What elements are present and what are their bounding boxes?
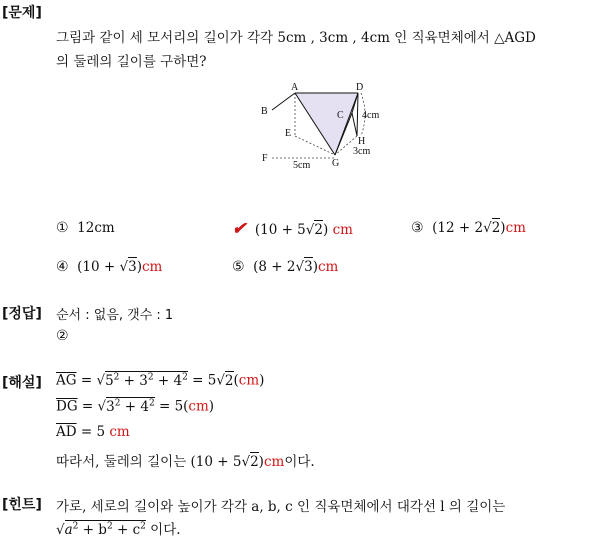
radicand: 3 xyxy=(304,259,313,275)
unit: cm xyxy=(317,259,339,275)
choice-text-close: ) xyxy=(322,222,329,238)
choice-5[interactable]: ⑤ (8 + 2√3)cm xyxy=(232,259,339,275)
choice-text-close: ) xyxy=(312,259,318,275)
choice-2[interactable]: ✔ (10 + 5√2) cm xyxy=(232,219,353,239)
choice-number: ④ xyxy=(56,259,69,275)
choice-number: ③ xyxy=(411,220,424,236)
choice-4[interactable]: ④ (10 + √3)cm xyxy=(56,259,163,275)
explanation-dg: $\overline{DG} = √3^2 + 4^2 = 5(cm)$ xyxy=(56,398,215,415)
explanation-header: [해설] xyxy=(2,375,42,391)
problem-header: [문제] xyxy=(2,5,42,21)
choice-text: (12 + 2 xyxy=(432,220,484,236)
hint-line1: 가로, 세로의 길이와 높이가 각각 a, b, c 인 직육면체에서 대각선 l 의 길이는 xyxy=(56,499,506,515)
label-F: F xyxy=(262,153,268,164)
explanation-conclusion: 따라서, 둘레의 길이는 (10 + 5√2)cm이다. xyxy=(56,454,315,470)
choice-number: ① xyxy=(56,220,69,236)
hint-line2: $√a^2 + b^2 + c^2$ 이다. xyxy=(56,521,181,538)
answer-choice: ② xyxy=(56,328,69,344)
cuboid-figure xyxy=(255,80,385,172)
unit: cm xyxy=(505,220,526,236)
choice-text: (10 + 5 xyxy=(254,222,306,238)
radicand: 2 xyxy=(314,222,323,238)
choice-3[interactable]: ③ (12 + 2√2)cm xyxy=(411,220,526,236)
choice-text-close: ) xyxy=(136,259,142,275)
radicand: 2 xyxy=(491,220,501,236)
dim-width: 5cm xyxy=(293,160,311,171)
segment-label: $\overline{AG}$ xyxy=(56,372,77,389)
dim-height: 4cm xyxy=(362,110,380,121)
check-mark-icon: ✔ xyxy=(232,219,247,239)
choice-text-close: ) xyxy=(500,220,506,236)
problem-text-line2: 의 둘레의 길이를 구하면? xyxy=(56,54,207,70)
choice-text: (8 + 2 xyxy=(253,259,296,275)
answer-line1: 순서 : 없음, 갯수 : 1 xyxy=(56,308,174,323)
unit: cm xyxy=(332,222,353,238)
choice-text: (10 + xyxy=(77,259,120,275)
label-G: G xyxy=(332,158,340,169)
choice-text: 12cm xyxy=(77,220,115,236)
radicand: 3 xyxy=(128,259,137,275)
segment-label: $\overline{AD}$ xyxy=(56,424,77,440)
problem-text-line1: 그림과 같이 세 모서리의 길이가 각각 5cm , 3cm , 4cm 인 직육면체에서 △AGD xyxy=(56,30,536,46)
label-E: E xyxy=(285,128,292,139)
dim-depth: 3cm xyxy=(353,146,371,157)
explanation-ad: $\overline{AD} = 5$ cm xyxy=(56,424,130,440)
choice-1[interactable] xyxy=(56,220,115,236)
hint-header: [힌트] xyxy=(2,497,42,513)
answer-header: [정답] xyxy=(2,306,42,322)
unit: cm xyxy=(141,259,163,275)
label-B: B xyxy=(261,106,268,117)
label-A: A xyxy=(291,82,299,93)
segment-label: $\overline{DG}$ xyxy=(56,398,78,415)
explanation-ag: $\overline{AG} = √5^2 + 3^2 + 4^2 = 5√2(cm)$ xyxy=(56,372,265,389)
label-C: C xyxy=(337,110,344,121)
label-D: D xyxy=(356,82,364,93)
label-H: H xyxy=(358,136,366,147)
choice-number: ⑤ xyxy=(232,259,245,275)
